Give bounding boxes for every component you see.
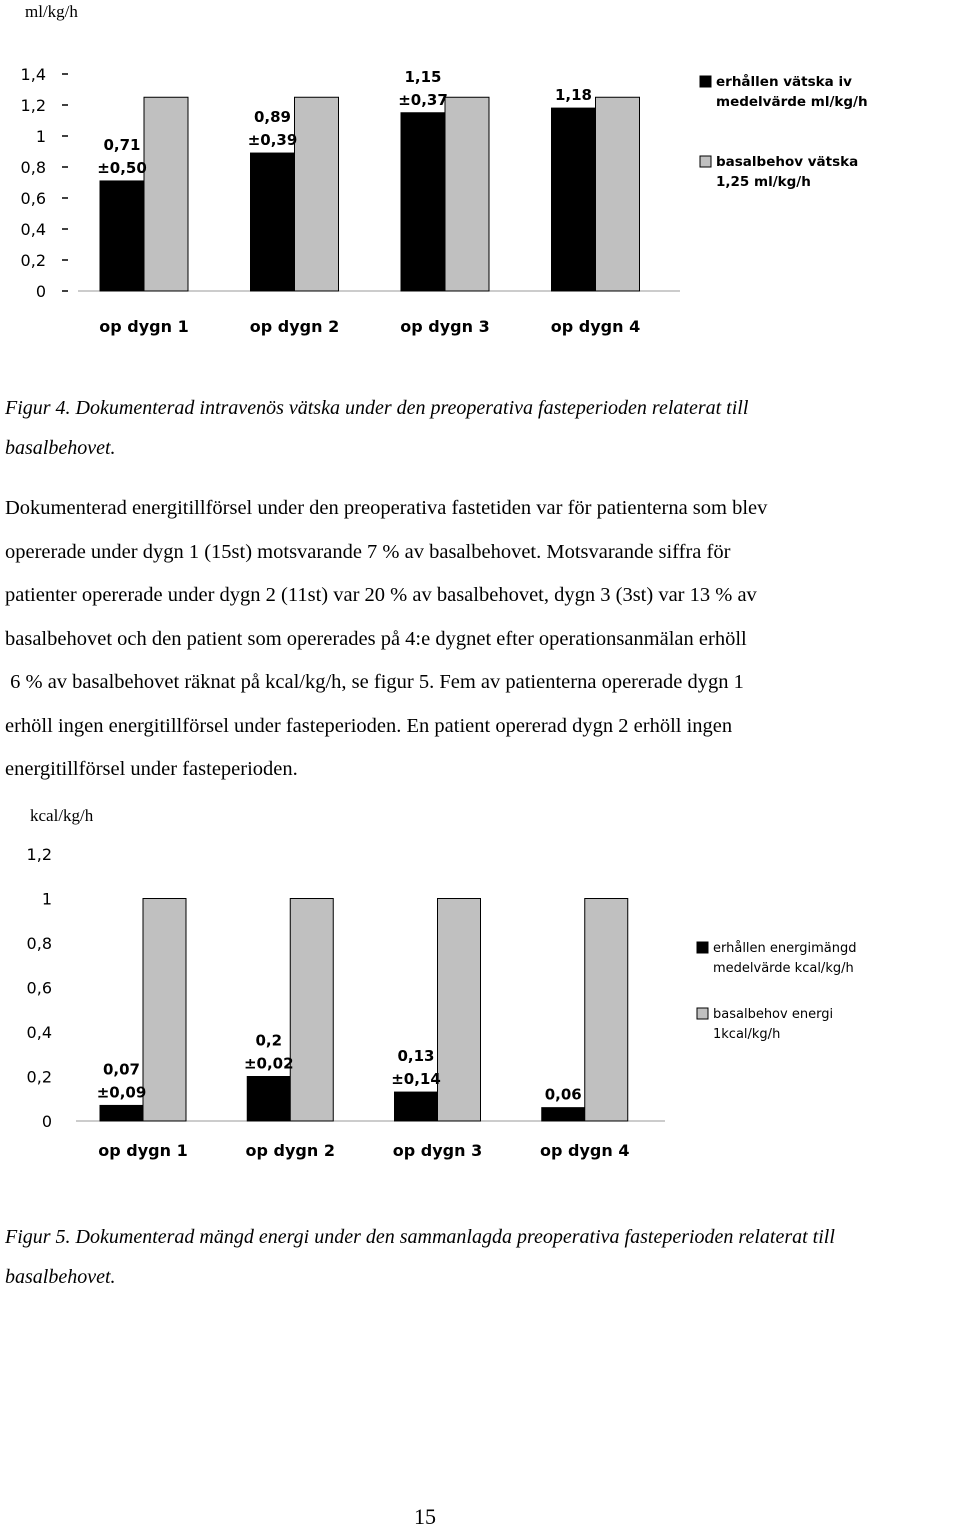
bar-basal-need (290, 899, 333, 1122)
legend-swatch-basal-need (697, 1008, 708, 1019)
x-tick-label: op dygn 2 (245, 1141, 335, 1160)
legend-label: erhållen vätska iv (716, 74, 852, 90)
bar-received (251, 153, 295, 291)
x-tick-label: op dygn 2 (249, 317, 340, 336)
legend-label: basalbehov energi (713, 1007, 834, 1022)
bar-basal-need (585, 899, 628, 1122)
legend-label: basalbehov vätska (716, 154, 859, 170)
figure4-caption-line-2: basalbehovet. (5, 437, 116, 459)
figure4-caption-line-1: Figur 4. Dokumenterad intravenös vätska under den preoperativa fasteperioden relaterat till (5, 397, 749, 419)
body-paragraph (5, 487, 767, 792)
bar-received (401, 113, 445, 291)
data-label: 0,13 (397, 1047, 435, 1066)
legend-label: erhållen energimängd (713, 941, 857, 956)
paragraph-line-2: opererade under dygn 1 (15st) motsvarande 7 % av basalbehovet. Motsvarande siffra för (5, 540, 731, 563)
paragraph-line-1: Dokumenterad energitillförsel under den preoperativa fastetiden var för patienterna som blev (5, 497, 768, 519)
legend-label: medelvärde kcal/kg/h (713, 961, 854, 976)
y-tick-label: 0,8 (26, 934, 52, 953)
data-label: 1,15 (404, 67, 442, 86)
bar-received (100, 181, 144, 291)
paragraph-line-5: 6 % av basalbehovet räknat på kcal/kg/h, se figur 5. Fem av patienterna opererade dygn 1 (5, 671, 744, 693)
y-tick-label: 1,4 (20, 65, 46, 84)
bar-received (100, 1105, 143, 1121)
paragraph-line-6: erhöll ingen energitillförsel under fasteperioden. En patient opererad dygn 2 erhöll ingen (5, 714, 733, 737)
legend-label: medelvärde ml/kg/h (716, 94, 868, 110)
data-label: 0,71 (103, 135, 141, 154)
bar-received (542, 1108, 585, 1121)
x-tick-label: op dygn 1 (98, 1141, 188, 1160)
chart1-unit-label: ml/kg/h (25, 2, 78, 21)
bar-basal-need (596, 97, 640, 291)
data-label: ±0,09 (96, 1083, 147, 1102)
bar-basal-need (143, 899, 186, 1122)
legend-swatch-received (700, 76, 711, 87)
chart1-fluid-bar-chart (0, 55, 900, 355)
data-label: 1,18 (554, 86, 593, 105)
y-tick-label: 0 (41, 1112, 52, 1131)
data-label: ±0,37 (398, 90, 448, 109)
x-tick-label: op dygn 1 (99, 317, 189, 336)
legend-label: 1kcal/kg/h (713, 1027, 781, 1042)
page-number: 15 (414, 1504, 436, 1529)
y-tick-label: 1 (35, 127, 46, 146)
chart2-energy-bar-chart (0, 840, 900, 1170)
x-tick-label: op dygn 4 (540, 1141, 630, 1160)
bar-received (395, 1092, 438, 1121)
y-tick-label: 0,2 (20, 251, 46, 270)
figure5-caption-line-2: basalbehovet. (5, 1266, 116, 1288)
legend-label: 1,25 ml/kg/h (716, 174, 811, 190)
data-label: 0,06 (544, 1085, 582, 1104)
y-tick-label: 1,2 (20, 96, 46, 115)
figure5-caption (5, 1217, 835, 1297)
figure5-caption-line-1: Figur 5. Dokumenterad mängd energi under den sammanlagda preoperativa fasteperioden relaterat till (5, 1226, 835, 1248)
y-tick-label: 0,6 (26, 978, 52, 998)
y-tick-label: 0,4 (20, 220, 46, 239)
bar-received (247, 1077, 290, 1122)
bar-received (552, 108, 596, 291)
y-tick-label: 0 (35, 282, 46, 301)
x-tick-label: op dygn 3 (392, 1141, 483, 1160)
paragraph-line-3: patienter opererade under dygn 2 (11st) var 20 % av basalbehovet, dygn 3 (3st) var 13 % av (5, 584, 757, 606)
legend-swatch-basal-need (700, 156, 711, 167)
y-tick-label: 0,4 (26, 1023, 52, 1042)
data-label: 0,89 (253, 108, 292, 127)
paragraph-line-4: basalbehovet och den patient som opererades på 4:e dygnet efter operationsanmälan erhöll (5, 627, 747, 650)
bar-basal-need (438, 899, 481, 1122)
data-label: ±0,39 (247, 131, 298, 150)
data-label: ±0,02 (243, 1054, 294, 1073)
chart2-unit-label: kcal/kg/h (30, 806, 94, 825)
legend-swatch-received (697, 942, 708, 953)
bar-basal-need (295, 97, 339, 291)
y-tick-label: 0,2 (26, 1067, 52, 1087)
y-tick-label: 1,2 (26, 845, 52, 864)
y-tick-label: 0,6 (20, 189, 46, 208)
data-label: ±0,14 (391, 1070, 441, 1089)
y-tick-label: 0,8 (20, 158, 46, 177)
data-label: 0,2 (255, 1031, 283, 1050)
data-label: ±0,50 (97, 158, 147, 177)
x-tick-label: op dygn 4 (550, 317, 641, 336)
figure4-caption (5, 388, 748, 468)
paragraph-line-7: energitillförsel under fasteperioden. (5, 758, 298, 780)
y-tick-label: 1 (41, 889, 52, 909)
bar-basal-need (144, 97, 188, 291)
x-tick-label: op dygn 3 (400, 317, 490, 336)
data-label: 0,07 (102, 1060, 141, 1079)
bar-basal-need (445, 97, 489, 291)
